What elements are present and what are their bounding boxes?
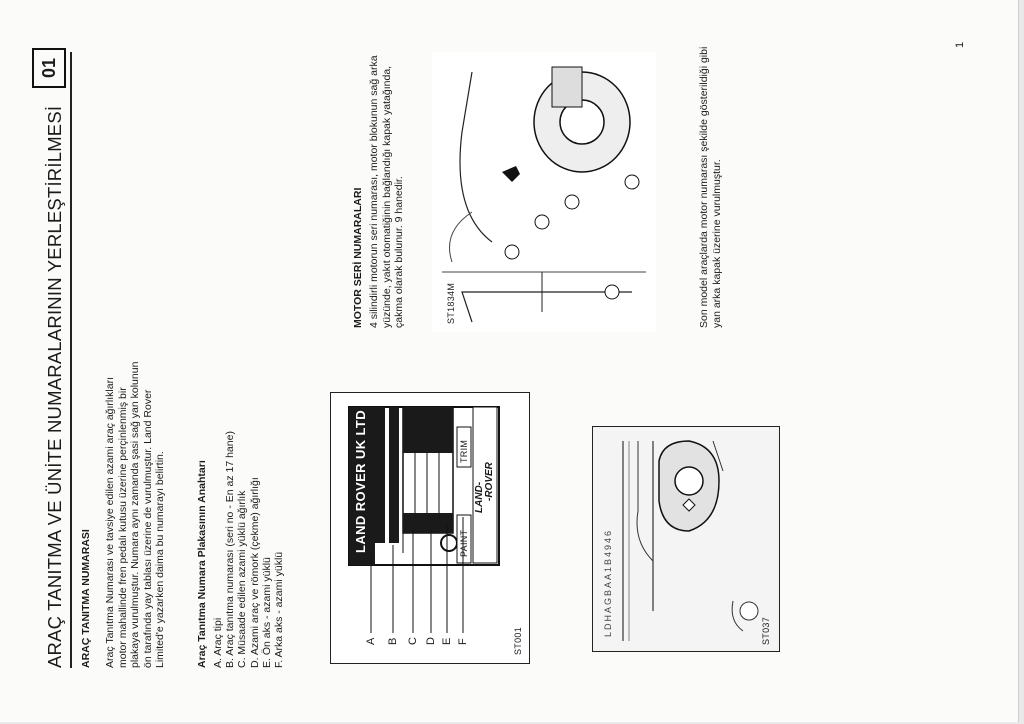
key-item: B. Araç tanıtma numarası (seri no - En az 17 hane) xyxy=(224,431,237,668)
figure-caption: ST037 xyxy=(761,616,771,645)
stamped-vin: LDHAGBAA1B4946 xyxy=(603,528,613,637)
key-item: F. Arka aks - azami yüklü xyxy=(273,551,286,668)
key-item: E. Ön aks - azami yüklü xyxy=(260,557,273,668)
chassis-number-figure xyxy=(592,426,780,652)
key-heading: Araç Tanıtma Numara Plakasının Anahtarı xyxy=(196,460,208,668)
key-list xyxy=(212,338,285,668)
callout-c: C xyxy=(407,637,419,645)
paint-label: PAINT xyxy=(459,529,469,557)
land-rover-logo: LAND- -ROVER xyxy=(474,462,495,513)
page-title: ARAÇ TANITMA VE ÜNİTE NUMARALARININ YERLEŞTİRİLMESİ xyxy=(44,105,65,668)
figure-caption: ST001 xyxy=(513,626,523,655)
vin-heading: ARAÇ TANITMA NUMARASI xyxy=(80,529,92,668)
engine-heading: MOTOR SERİ NUMARALARI xyxy=(352,187,364,328)
engine-note: Son model araçlarda motor numarası şekilde gösterildiği gibi yan arka kapak üzerine vurulmuştur. xyxy=(698,46,723,328)
page-number: 01 xyxy=(32,48,66,88)
engine-block-drawing xyxy=(432,52,656,332)
plate-title: LAND ROVER UK LTD xyxy=(353,409,368,553)
callout-f: F xyxy=(457,638,469,645)
callout-d: D xyxy=(425,637,437,645)
engine-figure xyxy=(432,52,656,332)
chassis-drawing xyxy=(593,427,779,651)
figure-caption: ST1834M xyxy=(446,282,456,324)
engine-paragraph: 4 silindirli motorun seri numarası, motor blokunun sağ arka yüzünde, yakıt otomatiğinin bağlandığı kapak yatağında, çakma olarak bulunur. 9 hanedir. xyxy=(368,55,406,328)
id-plate-figure xyxy=(330,392,530,664)
vin-paragraph: Araç Tanıtma Numarası ve tavsiye edilen azami araç ağırlıkları motor mahallinde fren pedalı kutusu üzerine perçinlenmiş bir plakaya vurulmuştur. Numara aynı zamanda şasi sağ yan kolunun ön tarafında yay tablası üzerine de vurulmuştur. Land Rover Limited'e yazarken daima bu numarayı belirtin. xyxy=(104,361,167,668)
key-item: D. Azami araç ve römork (çekme) ağırlığı xyxy=(248,477,261,668)
callout-e: E xyxy=(441,637,453,645)
corner-mark: 1 xyxy=(954,41,966,48)
title-rule xyxy=(70,52,72,668)
key-item: A. Araç tipi xyxy=(212,617,224,668)
trim-label: TRIM xyxy=(459,439,469,463)
key-item: C. Müsaade edilen azami yüklü ağırlık xyxy=(236,490,249,668)
callout-a: A xyxy=(365,637,377,645)
callout-b: B xyxy=(387,637,399,645)
